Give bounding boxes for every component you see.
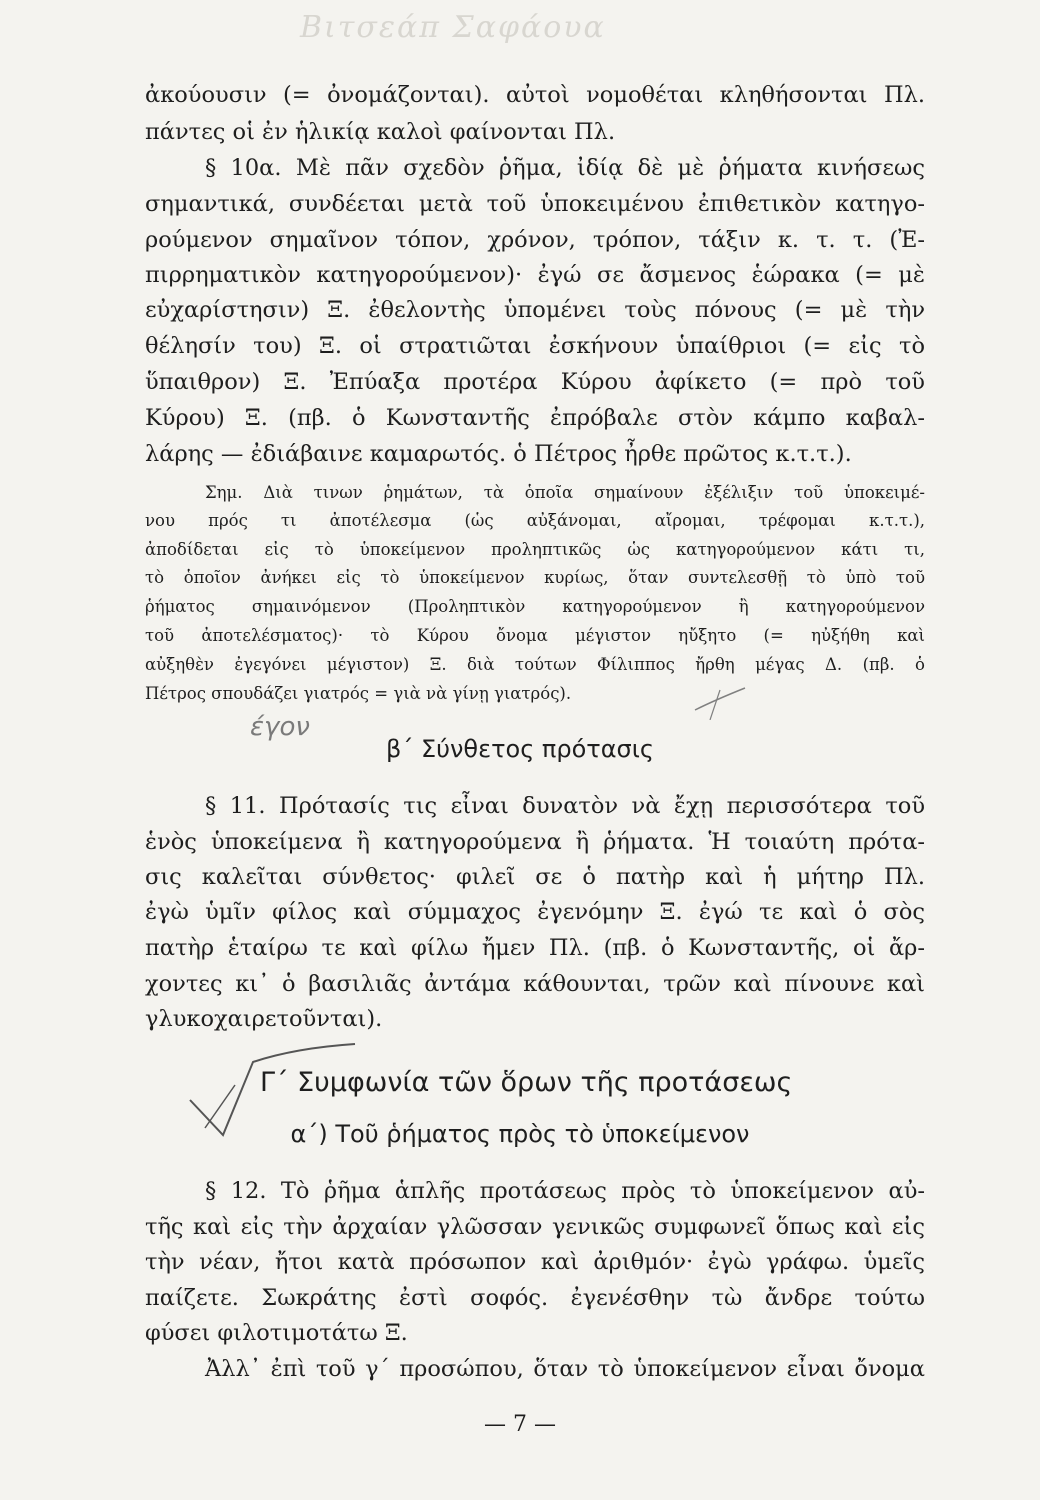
note-line-8: Πέτρος σπουδάζει γιατρός = γιὰ νὰ γίνῃ γιατρός). bbox=[145, 684, 572, 703]
note-line-7: αὐξηθὲν ἐγεγόνει μέγιστον) Ξ. διὰ τούτων Φίλιππος ἤρθη μέγας Δ. (πβ. ὁ bbox=[145, 655, 925, 674]
faded-header-stamp: Βιτσεάπ Σαφάουα bbox=[300, 10, 606, 45]
text-line-16: πατὴρ ἑταίρω τε καὶ φίλω ἤμεν Πλ. (πβ. ὁ Κωνσταντῆς, οἱ ἄρ- bbox=[145, 935, 925, 961]
text-line-9: ὕπαιθρον) Ξ. Ἐπύαξα προτέρα Κύρου ἀφίκετο (= πρὸ τοῦ bbox=[145, 369, 925, 395]
page-number: — 7 — bbox=[484, 1412, 556, 1437]
text-line-10: Κύρου) Ξ. (πβ. ὁ Κωνσταντῆς ἐπρόβαλε στὸν κάμπο καβαλ- bbox=[145, 405, 925, 431]
pencil-annotation: έγον bbox=[250, 712, 310, 742]
section-heading-c: Γ΄ Συμφωνία τῶν ὅρων τῆς προτάσεως bbox=[260, 1067, 793, 1098]
text-line-17: χοντες κι᾿ ὁ βασιλιᾶς ἀντάμα κάθουνται, τρῶν καὶ πίνουνε καὶ bbox=[145, 971, 925, 997]
subsection-heading: α΄) Τοῦ ῥήματος πρὸς τὸ ὑποκείμενον bbox=[290, 1120, 750, 1148]
note-line-4: τὸ ὁποῖον ἀνήκει εἰς τὸ ὑποκείμενον κυρίως, ὅταν συντελεσθῇ τὸ ὑπὸ τοῦ bbox=[145, 568, 925, 587]
text-line-11: λάρης — ἐδιάβαινε καμαρωτός. ὁ Πέτρος ἦρθε πρῶτος κ.τ.τ.). bbox=[145, 441, 852, 467]
text-line-8: θέλησίν του) Ξ. οἱ στρατιῶται ἐσκήνουν ὑπαίθριοι (= εἰς τὸ bbox=[145, 333, 925, 359]
text-line-15: ἐγὼ ὑμῖν φίλος καὶ σύμμαχος ἐγενόμην Ξ. ἐγώ τε καὶ ὁ σὸς bbox=[145, 899, 925, 925]
text-line-6: πιρρηματικὸν κατηγορούμενον)· ἐγώ σε ἄσμενος ἑώρακα (= μὲ bbox=[145, 262, 925, 288]
note-line-1: Σημ. Διὰ τινων ῥημάτων, τὰ ὁποῖα σημαίνουν ἐξέλιξιν τοῦ ὑποκειμέ- bbox=[205, 483, 925, 502]
text-line-22: παίζετε. Σωκράτης ἐστὶ σοφός. ἐγενέσθην τὼ ἄνδρε τούτω bbox=[145, 1285, 925, 1311]
note-line-2: νου πρός τι ἀποτέλεσμα (ὡς αὐξάνομαι, αἴρομαι, τρέφομαι κ.τ.τ.), bbox=[145, 511, 925, 530]
note-line-3: ἀποδίδεται εἰς τὸ ὑποκείμενον προληπτικῶς ὡς κατηγορούμενον κάτι τι, bbox=[145, 540, 925, 559]
text-line-20: τῆς καὶ εἰς τὴν ἀρχαίαν γλῶσσαν γενικῶς συμφωνεῖ ὅπως καὶ εἰς bbox=[145, 1214, 925, 1240]
text-line-19: § 12. Τὸ ῥῆμα ἁπλῆς προτάσεως πρὸς τὸ ὑποκείμενον αὐ- bbox=[205, 1178, 925, 1204]
text-line-12: § 11. Πρότασίς τις εἶναι δυνατὸν νὰ ἔχῃ περισσότερα τοῦ bbox=[205, 793, 925, 819]
text-line-21: τὴν νέαν, ἤτοι κατὰ πρόσωπον καὶ ἀριθμόν· ἐγὼ γράφω. ὑμεῖς bbox=[145, 1249, 925, 1275]
text-line-5: ρούμενον σημαῖνον τόπον, χρόνον, τρόπον, τάξιν κ. τ. τ. (Ἐ- bbox=[145, 227, 925, 253]
section-heading-b: β΄ Σύνθετος πρότασις bbox=[386, 735, 654, 763]
text-line-18: γλυκοχαιρετοῦνται). bbox=[145, 1006, 383, 1032]
text-line-4: σημαντικά, συνδέεται μετὰ τοῦ ὑποκειμένου ἐπιθετικὸν κατηγο- bbox=[145, 191, 925, 217]
text-line-23: φύσει φιλοτιμοτάτω Ξ. bbox=[145, 1320, 408, 1346]
text-line-13: ἑνὸς ὑποκείμενα ἢ κατηγορούμενα ἢ ῥήματα. Ἡ τοιαύτη πρότα- bbox=[145, 829, 925, 855]
text-line-7: εὐχαρίστησιν) Ξ. ἐθελοντὴς ὑπομένει τοὺς πόνους (= μὲ τὴν bbox=[145, 297, 925, 323]
text-line-24: Ἀλλ᾿ ἐπὶ τοῦ γ΄ προσώπου, ὅταν τὸ ὑποκείμενον εἶναι ὄνομα bbox=[205, 1356, 925, 1382]
note-line-6: τοῦ ἀποτελέσματος)· τὸ Κύρου ὄνομα μέγιστον ηὔξητο (= ηὐξήθη καὶ bbox=[145, 626, 925, 645]
note-line-5: ῥήματος σημαινόμενον (Προληπτικὸν κατηγορούμενον ἢ κατηγορούμενον bbox=[145, 597, 925, 616]
text-line-3: § 10α. Μὲ πᾶν σχεδὸν ῥῆμα, ἰδίᾳ δὲ μὲ ῥήματα κινήσεως bbox=[205, 155, 925, 181]
text-line-14: σις καλεῖται σύνθετος· φιλεῖ σε ὁ πατὴρ καὶ ἡ μήτηρ Πλ. bbox=[145, 864, 925, 890]
pencil-mark-icon bbox=[690, 680, 750, 720]
text-line-2: πάντες οἱ ἐν ἡλικίᾳ καλοὶ φαίνονται Πλ. bbox=[145, 119, 616, 145]
text-line-1: ἀκούουσιν (= ὀνομάζονται). αὐτοὶ νομοθέται κληθήσονται Πλ. bbox=[145, 82, 925, 108]
